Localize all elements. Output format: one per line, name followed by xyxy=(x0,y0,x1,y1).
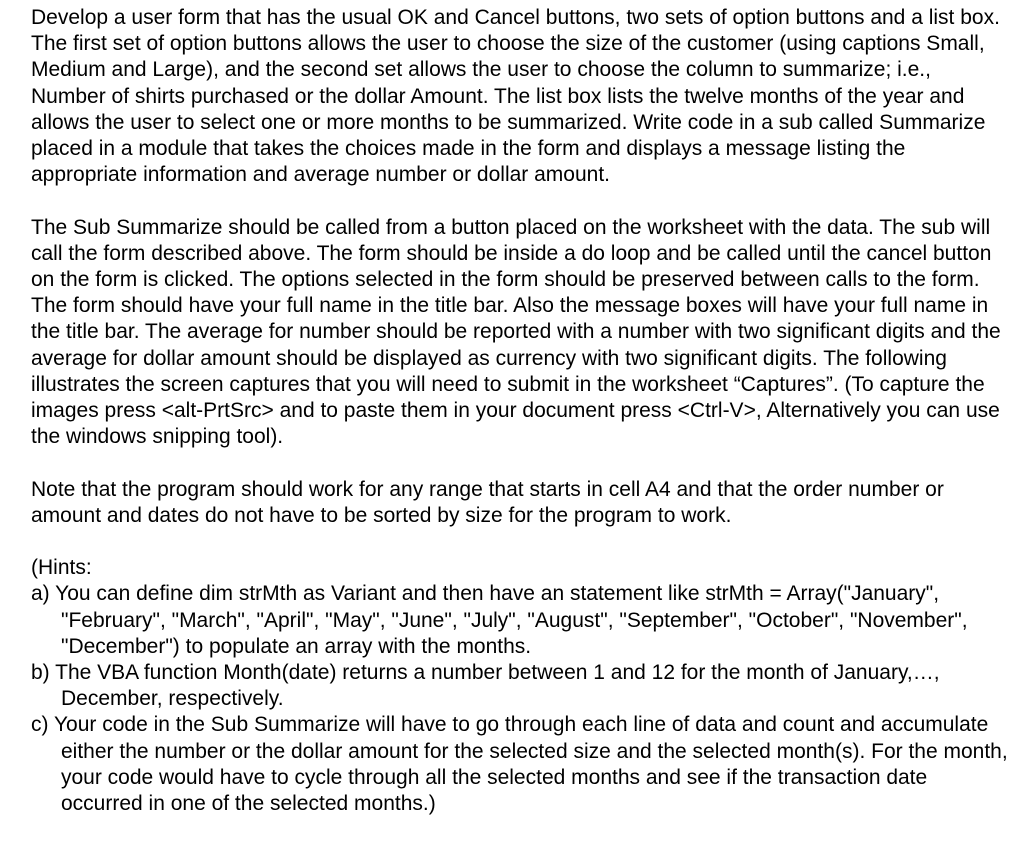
hint-item-c: c) Your code in the Sub Summarize will have to go through each line of data and count and accumulate either the number or the dollar amount for the selected size and the selected month(s). For the month, your code would have to cycle through all the selected months and see if the transaction date occurred in one of the selected months.) xyxy=(31,713,1008,816)
paragraph-spacer xyxy=(31,188,1011,214)
paragraph-note: Note that the program should work for any range that starts in cell A4 and that the order number or amount and dates do not have to be sorted by size for the program to work. xyxy=(31,477,944,527)
hint-item-a: a) You can define dim strMth as Variant and then have an statement like strMth = Array("January", "February", "March", "April", "May", "June", "July", "August", "September", "October", "November", "December") to populate an array with the months. xyxy=(31,582,968,658)
paragraph-spacer xyxy=(31,450,1011,476)
paragraph-spacer xyxy=(31,529,1011,555)
hint-item-b: b) The VBA function Month(date) returns a number between 1 and 12 for the month of January,…, December, respectively. xyxy=(31,661,940,711)
paragraph-user-form: Develop a user form that has the usual OK and Cancel buttons, two sets of option buttons and a list box. The first set of option buttons allows the user to choose the size of the customer (using captions Small, Medium and Large), and the second set allows the user to choose the column to summarize; i.e., Number of shirts purchased or the dollar Amount. The list box lists the twelve months of the year and allows the user to select one or more months to be summarized. Write code in a sub called Summarize placed in a module that takes the choices made in the form and displays a message listing the appropriate information and average number or dollar amount. xyxy=(31,6,1000,187)
paragraph-sub-summarize: The Sub Summarize should be called from a button placed on the worksheet with the data. The sub will call the form described above. The form should be inside a do loop and be called until the cancel button on the form is clicked. The options selected in the form should be preserved between calls to the form. The form should have your full name in the title bar. Also the message boxes will have your full name in the title bar. The average for number should be reported with a number with two significant digits and the average for dollar amount should be displayed as currency with two significant digits. The following illustrates the screen captures that you will need to submit in the worksheet “Captures”. (To capture the images press <alt-PrtSrc> and to paste them in your document press <Ctrl-V>, Alternatively you can use the windows snipping tool). xyxy=(31,215,1001,449)
hints-heading: (Hints: xyxy=(31,556,92,580)
document-body xyxy=(31,5,1011,817)
